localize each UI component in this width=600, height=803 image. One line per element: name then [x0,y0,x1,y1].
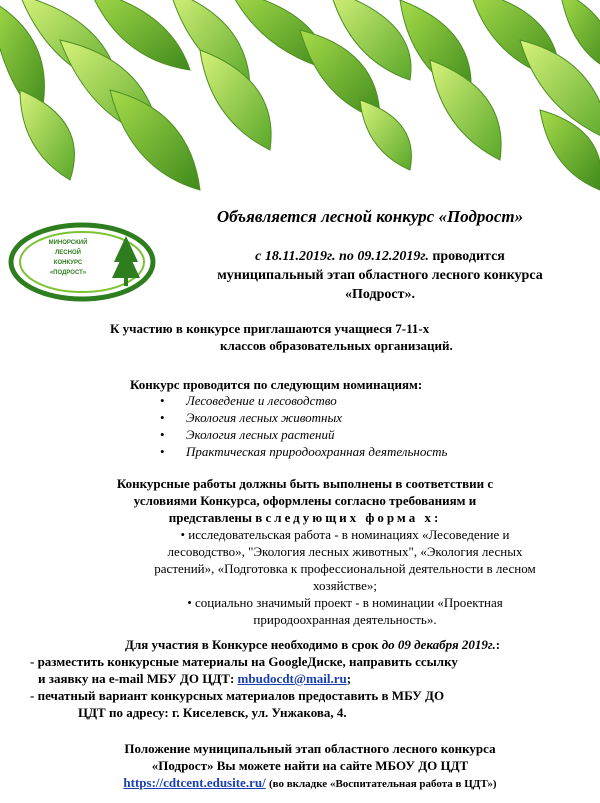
footer-line1: Положение муниципальный этап областного лесного конкурса [124,741,496,756]
logo-line2: ЛЕСНОЙ [55,250,81,256]
form-line: • социально значимый проект - в номинации «Проектная [187,595,503,610]
form-line: хозяйстве»; [313,578,377,593]
deadline-paragraph [30,636,590,721]
requirements-line2: условиями Конкурса, оформлены согласно требованиям и [133,493,477,508]
deadline-step2-line2: ЦДТ по адресу: г. Киселевск, ул. Унжакова, 4. [78,705,347,720]
participants-paragraph [110,320,530,354]
requirements-line3b: следующих форма х: [265,510,442,525]
list-item: • Экология лесных растений [160,426,540,443]
form-line: • исследовательская работа - в номинациях «Лесоведение и [180,527,510,542]
list-item: • Экология лесных животных [160,409,540,426]
form-line: природоохранная деятельность». [253,612,437,627]
leaves-banner [0,0,600,215]
form-line: растений», «Подготовка к профессиональной деятельности в лесном [154,561,536,576]
deadline-step1-line2: и заявку на e-mail МБУ ДО ЦДТ: [38,671,235,686]
page-title: Объявляется лесной конкурс «Подрост» [216,207,524,226]
logo-line4: «ПОДРОСТ» [49,270,87,276]
intro-text: проводится [432,249,505,264]
list-item: • Лесоведение и лесоводство [160,392,540,409]
deadline-step2-line1: - печатный вариант конкурсных материалов предоставить в МБУ ДО [30,688,445,703]
deadline-step1-line1: - разместить конкурсные материалы на GoogleДиске, направить ссылку [30,654,458,669]
form-item-project [120,594,570,628]
email-link[interactable]: mbudocdt@mail.ru [237,671,347,686]
site-link[interactable]: https://cdtcent.edusite.ru/ [123,775,266,790]
intro-line3: «Подрост». [345,287,415,302]
nominations-title: Конкурс проводится по следующим номинациям: [130,377,423,392]
deadline-date: до 09 декабря 2019г. [381,637,496,652]
intro-line2: муниципальный этап областного лесного конкурса [217,268,543,283]
footer-note: (во вкладке «Воспитательная работа в ЦДТ») [268,778,497,790]
nominations-list [160,392,540,460]
deadline-lead: Для участия в Конкурсе необходимо в срок [125,637,379,652]
list-item: • Практическая природоохранная деятельность [160,443,540,460]
logo-line1: МИНОРСКИЙ [48,240,88,246]
form-item-research [120,526,570,594]
logo-line3: КОНКУРС [53,260,83,266]
contest-logo [8,222,156,302]
footer-paragraph [100,740,520,793]
deadline-colon: : [495,637,501,652]
requirements-paragraph [95,475,515,526]
participants-line2: классов образовательных организаций. [220,338,453,353]
deadline-step1-end: ; [346,671,352,686]
form-line: лесоводство», "Экология лесных животных", «Экология лесных [167,544,523,559]
date-to: по 09.12.2019г. [339,249,429,264]
requirements-line1: Конкурсные работы должны быть выполнены в соответствии с [116,476,494,491]
requirements-line3a: представлены в [168,510,263,525]
intro-paragraph [160,247,600,304]
footer-line2: «Подрост» Вы можете найти на сайте МБОУ ДО ЦДТ [151,758,469,773]
date-from: с 18.11.2019г. [255,249,336,264]
leaf-icon [0,0,600,190]
participants-line1: К участию в конкурсе приглашаются учащиеся 7-11-х [110,321,430,336]
